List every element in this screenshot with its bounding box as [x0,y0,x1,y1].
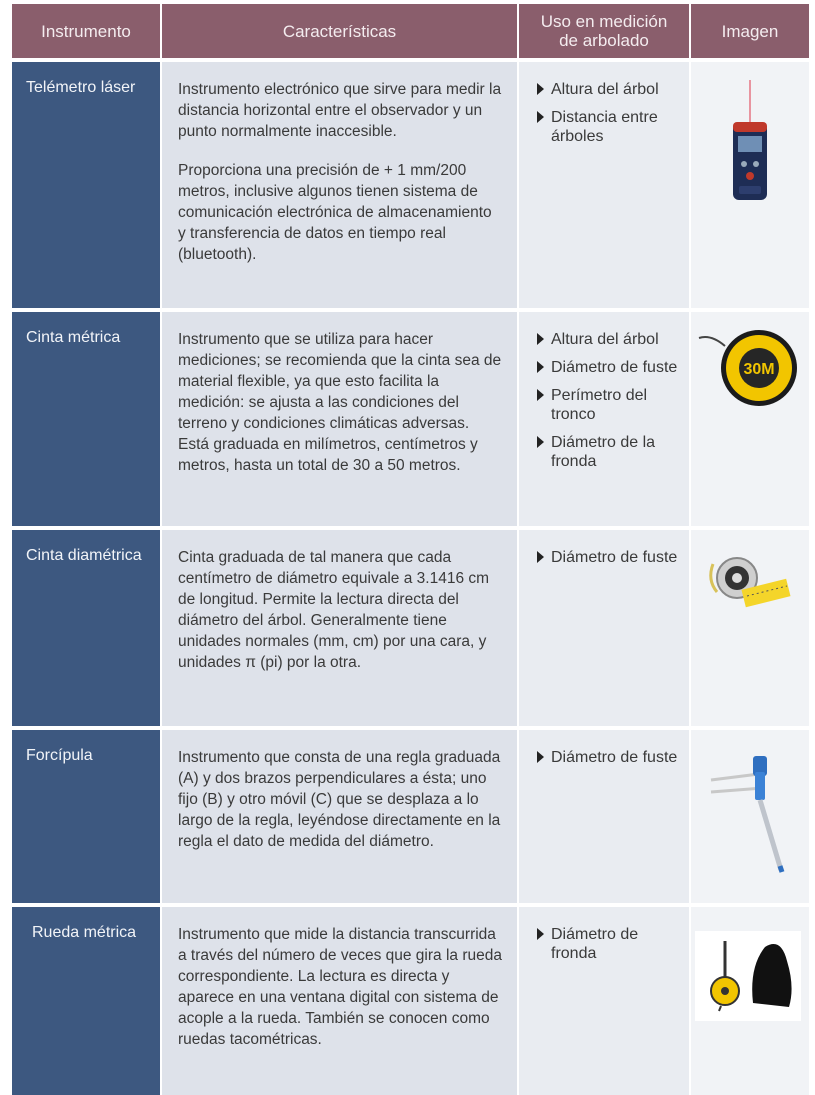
triangle-bullet-icon [537,111,544,123]
use-item-label: Altura del árbol [551,81,659,98]
image-cell [691,730,809,903]
use-item [537,386,681,424]
triangle-bullet-icon [537,361,544,373]
triangle-bullet-icon [537,436,544,448]
use-item [537,433,681,471]
triangle-bullet-icon [537,928,544,940]
measuring-tape-icon [691,312,809,526]
header-use: Uso en medición de arbolado [519,4,689,58]
use-item-label: Altura del árbol [551,331,659,348]
use-item [537,548,681,567]
features-paragraph: Instrumento que mide la distancia transcurrida a través del número de veces que gira la rueda correspondiente. La lectura es directa y aparece en una ventana digital con sistema de acople a la rueda. También se conocen como ruedas tacométricas. [178,926,502,1048]
use-item-label: Distancia entre árboles [551,109,658,145]
features-paragraph: Proporciona una precisión de + 1 mm/200 metros, inclusive algunos tienen sistema de comunicación electrónica de almacenamiento y transferencia de datos en tiempo real (bluetooth). [178,162,492,263]
features-text [162,312,517,526]
features-text [162,62,517,308]
triangle-bullet-icon [537,389,544,401]
measuring-wheel-icon [691,907,809,1095]
triangle-bullet-icon [537,551,544,563]
features-text [162,530,517,726]
triangle-bullet-icon [537,751,544,763]
use-list [519,312,689,526]
instruments-table [12,4,805,1079]
use-item-label: Perímetro del tronco [551,387,648,423]
header-image: Imagen [691,4,809,58]
use-list [519,530,689,726]
use-item-label: Diámetro de la fronda [551,434,656,470]
header-features: Características [162,4,517,58]
features-paragraph: Instrumento que se utiliza para hacer mediciones; se recomienda que la cinta sea de material flexible, ya que esto facilita la medición: se ajusta a las condiciones del terreno y condiciones climáticas adversas. Está graduada en milímetros, centímetros y metros, hasta un total de 30 a 50 metros. [178,331,502,474]
laser-rangefinder-icon [691,62,809,308]
features-paragraph: Instrumento que consta de una regla graduada (A) y dos brazos perpendiculares a ésta; uno fijo (B) y otro móvil (C) que se desplaza a lo largo de la regla, leyéndose directamente en la regla el dato de medida del diámetro. [178,749,501,850]
instrument-name: Cinta métrica [12,312,160,526]
image-cell [691,530,809,726]
image-cell [691,62,809,308]
use-item-label: Diámetro de fuste [551,549,678,566]
image-cell [691,907,809,1095]
tape-label: 30M [743,361,775,378]
use-item-label: Diámetro de fuste [551,359,678,376]
features-paragraph: Instrumento electrónico que sirve para medir la distancia horizontal entre el observador y un punto normalmente inaccesible. [178,81,502,140]
features-paragraph: Cinta graduada de tal manera que cada centímetro de diámetro equivale a 3.1416 cm de longitud. Permite la lectura directa del diámetro del árbol. Generalmente tiene unidades normales (mm, cm) por una cara, y unidades π (pi) por la otra. [178,549,490,671]
instrument-name: Cinta diamétrica [12,530,160,726]
features-text [162,907,517,1095]
header-instrument: Instrumento [12,4,160,58]
caliper-icon [691,730,809,903]
use-item [537,108,681,146]
image-cell [691,312,809,526]
features-text [162,730,517,903]
use-list [519,907,689,1095]
use-item [537,358,681,377]
diameter-tape-icon [691,530,809,726]
instrument-name: Rueda métrica [12,907,160,1095]
instrument-name: Telémetro láser [12,62,160,308]
use-item [537,748,681,767]
use-item [537,330,681,349]
use-item [537,925,681,963]
triangle-bullet-icon [537,333,544,345]
use-list [519,62,689,308]
use-item-label: Diámetro de fronda [551,926,639,962]
use-item [537,80,681,99]
use-item-label: Diámetro de fuste [551,749,678,766]
triangle-bullet-icon [537,83,544,95]
use-list [519,730,689,903]
instrument-name: Forcípula [12,730,160,903]
